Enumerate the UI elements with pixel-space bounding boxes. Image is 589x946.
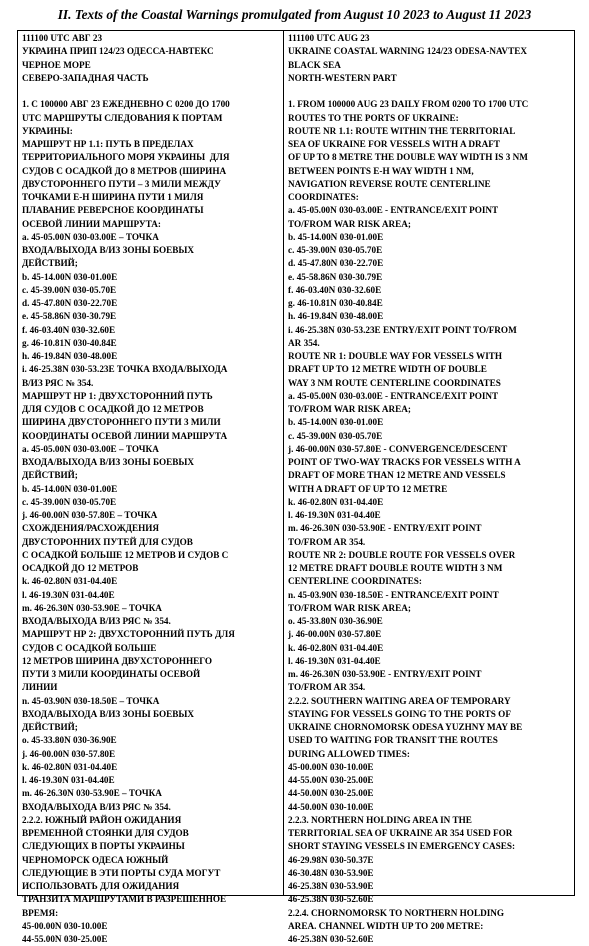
russian-text-line: ТОЧКАМИ Е-Н ШИРИНА ПУТИ 1 МИЛЯ (22, 192, 204, 202)
russian-text-line: УКРАИНА ПРИП 124/23 ОДЕССА-НАВТЕКС (22, 46, 214, 57)
russian-text-line: ДВУСТОРОННЕГО ПУТИ – 3 МИЛИ МЕЖДУ (22, 178, 221, 189)
russian-text-line: UTC МАРШРУТЫ СЛЕДОВАНИЯ К ПОРТАМ (22, 112, 223, 123)
english-text-line: e. 45-58.86N 030-30.79E (288, 271, 383, 282)
russian-text-line: e. 45-58.86N 030-30.79E (22, 311, 117, 322)
english-text-line: AR 354. (288, 337, 320, 348)
russian-text-line: СЛЕДУЮЩИХ В ПОРТЫ УКРАИНЫ (22, 841, 185, 852)
russian-text-line: ЧЕРНОМОРСК ОДЕСА ЮЖНЫЙ (22, 854, 169, 865)
russian-text-line: 12 МЕТРОВ ШИРИНА ДВУХСТОРОННЕГО (22, 655, 213, 666)
russian-text-line: ВХОДА/ВЫХОДА В/ИЗ ЗОНЫ БОЕВЫХ (22, 457, 195, 467)
english-text-line: TO/FROM WAR RISK AREA; (288, 602, 411, 613)
russian-text-line: b. 45-14.00N 030-01.00E (22, 483, 118, 494)
russian-text-line: a. 45-05.00N 030-03.00E – ТОЧКА (22, 443, 159, 454)
russian-text-line: ЧЕРНОЕ МОРЕ (22, 59, 91, 70)
russian-text-line: 45-00.00N 030-10.00E (22, 920, 108, 931)
russian-text-line: j. 46-00.00N 030-57.80E (22, 748, 116, 759)
russian-text-line: СЕВЕРО-ЗАПАДНАЯ ЧАСТЬ (22, 72, 149, 83)
russian-text-line: h. 46-19.84N 030-48.00E (22, 351, 118, 361)
english-text-line: NORTH-WESTERN PART (288, 72, 397, 83)
english-text-line: h. 46-19.84N 030-48.00E (288, 311, 384, 322)
english-text-line: 46-25.38N 030-52.60E (288, 894, 374, 905)
english-text-line: POINT OF TWO-WAY TRACKS FOR VESSELS WITH A (288, 457, 521, 467)
russian-text-column (18, 31, 284, 944)
russian-text-line: С ОСАДКОЙ БОЛЬШЕ 12 МЕТРОВ И СУДОВ С (22, 549, 229, 560)
english-text-line: 2.2.4. CHORNOMORSK TO NORTHERN HOLDING (288, 907, 505, 918)
english-text-line: j. 46-00.00N 030-57.80E - CONVERGENCE/DESCENT (288, 443, 508, 454)
russian-text-line: k. 46-02.80N 031-04.40E (22, 761, 118, 772)
russian-text-line: 44-55.00N 030-25.00E (22, 934, 108, 944)
russian-text-line: o. 45-33.80N 030-36.90E (22, 735, 117, 746)
english-text-line: SHORT STAYING VESSELS IN EMERGENCY CASES: (288, 841, 516, 852)
english-text-line: d. 45-47.80N 030-22.70E (288, 258, 384, 269)
russian-text-line: d. 45-47.80N 030-22.70E (22, 298, 118, 308)
english-text-line: TO/FROM AR 354. (288, 682, 366, 693)
russian-text-line: ДЕЙСТВИЙ; (22, 722, 78, 732)
english-text-line: k. 46-02.80N 031-04.40E (288, 496, 384, 507)
russian-text-line (22, 85, 280, 98)
english-text-line: o. 45-33.80N 030-36.90E (288, 616, 383, 626)
russian-text-line: СХОЖДЕНИЯ/РАСХОЖДЕНИЯ (22, 523, 160, 534)
russian-text-line: СЛЕДУЮЩИЕ В ЭТИ ПОРТЫ СУДА МОГУТ (22, 867, 221, 878)
english-text-line: DRAFT UP TO 12 METRE WIDTH OF DOUBLE (288, 364, 487, 375)
russian-text-line: ТРАНЗИТА МАРШРУТАМИ В РАЗРЕШЕННОЕ (22, 894, 227, 905)
english-text-line: 46-25.38N 030-53.90E (288, 881, 374, 891)
english-text-line: CENTERLINE COORDINATES: (288, 576, 422, 587)
russian-text-line: ПУТИ 3 МИЛИ КООРДИНАТЫ ОСЕВОЙ (22, 669, 201, 679)
russian-text-line: ДВУСТОРОННИХ ПУТЕЙ ДЛЯ СУДОВ (22, 536, 193, 547)
english-text-line: WAY 3 NM ROUTE CENTERLINE COORDINATES (288, 377, 501, 388)
english-text-line: TERRITORIAL SEA OF UKRAINE AR 354 USED FOR (288, 828, 513, 838)
english-text-line: AREA. CHANNEL WIDTH UP TO 200 METRE: (288, 920, 484, 931)
russian-text-line: l. 46-19.30N 031-04.40E (22, 589, 115, 600)
russian-text-line: g. 46-10.81N 030-40.84E (22, 337, 117, 348)
russian-text-line: k. 46-02.80N 031-04.40E (22, 576, 118, 587)
russian-text-line: a. 45-05.00N 030-03.00E – ТОЧКА (22, 231, 159, 242)
english-text-line: c. 45-39.00N 030-05.70E (288, 245, 383, 255)
russian-text-line: МАРШРУТ НР 2: ДВУХСТОРОННИЙ ПУТЬ ДЛЯ (22, 629, 235, 640)
russian-text-line: ВХОДА/ВЫХОДА В/ИЗ ЗОНЫ БОЕВЫХ (22, 245, 195, 255)
english-text-line: ROUTE NR 1: DOUBLE WAY FOR VESSELS WITH (288, 351, 503, 361)
english-text-line: BETWEEN POINTS E-H WAY WIDTH 1 NM, (288, 165, 474, 176)
russian-text-line: ВРЕМЯ: (22, 907, 59, 918)
russian-text-line: m. 46-26.30N 030-53.90E – ТОЧКА (22, 788, 162, 799)
russian-text-line: f. 46-03.40N 030-32.60E (22, 324, 116, 335)
english-text-line: STAYING FOR VESSELS GOING TO THE PORTS OF (288, 708, 511, 719)
russian-text-line: ВХОДА/ВЫХОДА В/ИЗ РЯС № 354. (22, 801, 171, 812)
russian-text-line: В/ИЗ РЯС № 354. (22, 377, 94, 388)
russian-text-line: МАРШРУТ НР 1: ДВУХСТОРОННИЙ ПУТЬ (22, 390, 213, 401)
russian-text-line: ТЕРРИТОРИАЛЬНОГО МОРЯ УКРАИНЫ ДЛЯ (22, 152, 230, 163)
russian-text-line: ДЕЙСТВИЙ; (22, 258, 78, 269)
english-text-line: 2.2.2. SOUTHERN WAITING AREA OF TEMPORARY (288, 695, 511, 706)
russian-text-line: ДЕЙСТВИЙ; (22, 470, 78, 481)
english-text-line: SEA OF UKRAINE FOR VESSELS WITH A DRAFT (288, 139, 501, 149)
warnings-table (17, 30, 575, 944)
russian-text-line: ШИРИНА ДВУСТОРОННЕГО ПУТИ 3 МИЛИ (22, 417, 221, 428)
english-text-line: n. 45-03.90N 030-18.50E - ENTRANCE/EXIT POINT (288, 589, 499, 600)
english-text-line: COORDINATES: (288, 192, 359, 202)
russian-text-line: c. 45-39.00N 030-05.70E (22, 496, 117, 507)
english-text-line: DRAFT OF MORE THAN 12 METRE AND VESSELS (288, 470, 506, 481)
russian-text-line: СУДОВ С ОСАДКОЙ БОЛЬШЕ (22, 642, 157, 653)
english-text-line: NAVIGATION REVERSE ROUTE CENTERLINE (288, 178, 491, 189)
russian-text-line: СУДОВ С ОСАДКОЙ ДО 8 МЕТРОВ (ШИРИНА (22, 165, 227, 176)
english-text-line: USED TO WAITING FOR TRANSIT THE ROUTES (288, 735, 498, 746)
english-text-line: c. 45-39.00N 030-05.70E (288, 430, 383, 441)
russian-text-line: ИСПОЛЬЗОВАТЬ ДЛЯ ОЖИДАНИЯ (22, 881, 180, 891)
russian-text-line: ПЛАВАНИЕ РЕВЕРСНОЕ КООРДИНАТЫ (22, 205, 204, 216)
russian-text-line: b. 45-14.00N 030-01.00E (22, 271, 118, 282)
english-text-line: i. 46-25.38N 030-53.23E ENTRY/EXIT POINT TO/FROM (288, 324, 517, 335)
russian-text-line: i. 46-25.38N 030-53.23E ТОЧКА ВХОДА/ВЫХОДА (22, 364, 228, 375)
russian-text-line: ОСЕВОЙ ЛИНИИ МАРШРУТА: (22, 218, 161, 229)
english-text-line: TO/FROM AR 354. (288, 536, 366, 547)
english-text-line: 45-00.00N 030-10.00E (288, 761, 374, 772)
english-text-line: 46-30.48N 030-53.90E (288, 867, 374, 878)
russian-text-line: ВХОДА/ВЫХОДА В/ИЗ ЗОНЫ БОЕВЫХ (22, 708, 195, 719)
english-text-column (284, 31, 574, 944)
russian-text-line: ЛИНИИ (22, 682, 58, 693)
english-text-line: 44-50.00N 030-25.00E (288, 788, 374, 799)
russian-text-line: l. 46-19.30N 031-04.40E (22, 775, 115, 785)
russian-text-line: КООРДИНАТЫ ОСЕВОЙ ЛИНИИ МАРШРУТА (22, 430, 228, 441)
english-text-line: 2.2.3. NORTHERN HOLDING AREA IN THE (288, 814, 472, 825)
russian-text-line: ДЛЯ СУДОВ С ОСАДКОЙ ДО 12 МЕТРОВ (22, 404, 204, 414)
english-text-line: m. 46-26.30N 030-53.90E - ENTRY/EXIT POINT (288, 669, 482, 679)
russian-text-line: 111100 UTC АВГ 23 (22, 33, 103, 43)
english-text-line: OF UP TO 8 METRE THE DOUBLE WAY WIDTH IS 3 NM (288, 152, 528, 163)
english-text-line: 44-50.00N 030-10.00E (288, 801, 374, 812)
english-text-line: 12 METRE DRAFT DOUBLE ROUTE WIDTH 3 NM (288, 563, 503, 573)
russian-text-line: УКРАИНЫ: (22, 125, 73, 136)
russian-text-line: ВХОДА/ВЫХОДА В/ИЗ РЯС № 354. (22, 616, 171, 626)
english-text-line: ROUTES TO THE PORTS OF UKRAINE: (288, 112, 459, 123)
russian-text-line: m. 46-26.30N 030-53.90E – ТОЧКА (22, 602, 162, 613)
english-text-line: DURING ALLOWED TIMES: (288, 748, 410, 759)
english-text-line: b. 45-14.00N 030-01.00E (288, 231, 384, 242)
english-text-line: 111100 UTC AUG 23 (288, 33, 370, 43)
english-text-line: UKRAINE CHORNOMORSK ODESA YUZHNY MAY BE (288, 722, 523, 732)
russian-text-line: 1. С 100000 АВГ 23 ЕЖЕДНЕВНО С 0200 ДО 1700 (22, 99, 230, 110)
english-text-line: ROUTE NR 2: DOUBLE ROUTE FOR VESSELS OVER (288, 549, 516, 560)
english-text-line: 1. FROM 100000 AUG 23 DAILY FROM 0200 TO 1700 UTC (288, 99, 529, 110)
english-text-line: g. 46-10.81N 030-40.84E (288, 298, 383, 308)
english-text-line: j. 46-00.00N 030-57.80E (288, 629, 382, 640)
english-text-line: 46-25.38N 030-52.60E (288, 934, 374, 944)
english-text-line: 44-55.00N 030-25.00E (288, 775, 374, 785)
english-text-line: TO/FROM WAR RISK AREA; (288, 218, 411, 229)
english-text-line: TO/FROM WAR RISK AREA; (288, 404, 411, 414)
english-text-line: BLACK SEA (288, 59, 341, 70)
english-text-line: k. 46-02.80N 031-04.40E (288, 642, 384, 653)
english-text-line: l. 46-19.30N 031-04.40E (288, 655, 381, 666)
english-text-line: a. 45-05.00N 030-03.00E - ENTRANCE/EXIT POINT (288, 205, 499, 216)
english-text-line: b. 45-14.00N 030-01.00E (288, 417, 384, 428)
russian-text-line: ВРЕМЕННОЙ СТОЯНКИ ДЛЯ СУДОВ (22, 828, 189, 838)
english-text-line: 46-29.98N 030-50.37E (288, 854, 374, 865)
russian-text-line: ОСАДКОЙ ДО 12 МЕТРОВ (22, 563, 139, 573)
english-text-line: f. 46-03.40N 030-32.60E (288, 284, 382, 295)
english-text-line: l. 46-19.30N 031-04.40E (288, 510, 381, 520)
english-text-line: a. 45-05.00N 030-03.00E - ENTRANCE/EXIT POINT (288, 390, 499, 401)
russian-text-line: 2.2.2. ЮЖНЫЙ РАЙОН ОЖИДАНИЯ (22, 814, 182, 825)
russian-text-line: j. 46-00.00N 030-57.80E – ТОЧКА (22, 510, 158, 520)
english-text-line: m. 46-26.30N 030-53.90E - ENTRY/EXIT POINT (288, 523, 482, 534)
russian-text-line: c. 45-39.00N 030-05.70E (22, 284, 117, 295)
page-heading: II. Texts of the Coastal Warnings promulgated from August 10 2023 to August 11 2023 (57, 7, 532, 22)
russian-text-line: n. 45-03.90N 030-18.50E – ТОЧКА (22, 695, 160, 706)
russian-text-line: МАРШРУТ НР 1.1: ПУТЬ В ПРЕДЕЛАХ (22, 139, 194, 149)
english-text-line: ROUTE NR 1.1: ROUTE WITHIN THE TERRITORIAL (288, 125, 516, 136)
english-text-line: UKRAINE COASTAL WARNING 124/23 ODESA-NAVTEX (288, 46, 527, 57)
english-text-line (288, 85, 571, 98)
english-text-line: WITH A DRAFT OF UP TO 12 METRE (288, 483, 448, 494)
